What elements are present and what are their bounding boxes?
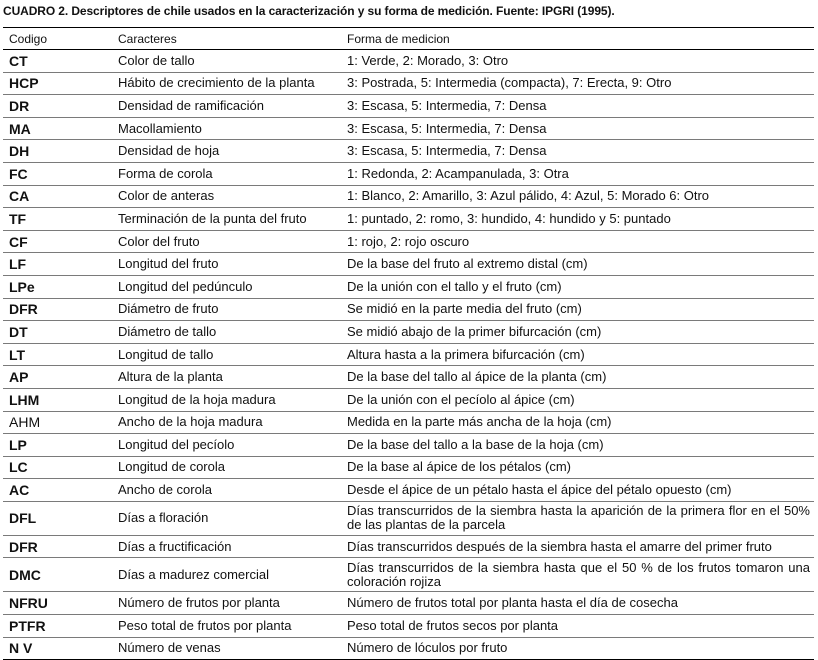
table-row	[3, 208, 814, 231]
table-row	[3, 117, 814, 140]
row-character: Días a madurez comercial	[112, 558, 341, 592]
table-row	[3, 162, 814, 185]
row-character: Días a fructificación	[112, 535, 341, 558]
row-method: Desde el ápice de un pétalo hasta el ápice del pétalo opuesto (cm)	[341, 479, 814, 502]
row-code: PTFR	[3, 615, 112, 638]
row-code: TF	[3, 208, 112, 231]
row-character: Diámetro de tallo	[112, 321, 341, 344]
row-method: Número de frutos total por planta hasta el día de cosecha	[341, 592, 814, 615]
row-character: Hábito de crecimiento de la planta	[112, 72, 341, 95]
table-row	[3, 637, 814, 660]
row-method: De la unión con el pecíolo al ápice (cm)	[341, 388, 814, 411]
row-code: DFR	[3, 535, 112, 558]
row-character: Macollamiento	[112, 117, 341, 140]
row-code: AC	[3, 479, 112, 502]
row-method: 3: Postrada, 5: Intermedia (compacta), 7: Erecta, 9: Otro	[341, 72, 814, 95]
descriptor-table	[3, 27, 814, 660]
row-character: Longitud del pedúnculo	[112, 275, 341, 298]
row-method: 1: puntado, 2: romo, 3: hundido, 4: hundido y 5: puntado	[341, 208, 814, 231]
table-row	[3, 95, 814, 118]
row-method: Días transcurridos después de la siembra hasta el amarre del primer fruto	[341, 535, 814, 558]
row-method: De la base del tallo a la base de la hoja (cm)	[341, 434, 814, 457]
row-method: Número de lóculos por fruto	[341, 637, 814, 660]
row-character: Número de frutos por planta	[112, 592, 341, 615]
table-row	[3, 558, 814, 592]
row-code: DT	[3, 321, 112, 344]
table-row	[3, 140, 814, 163]
header-code: Codigo	[3, 28, 112, 50]
table-row	[3, 50, 814, 73]
row-method: 3: Escasa, 5: Intermedia, 7: Densa	[341, 117, 814, 140]
row-code: LC	[3, 456, 112, 479]
row-method: De la base del tallo al ápice de la planta (cm)	[341, 366, 814, 389]
table-row	[3, 434, 814, 457]
row-code: DH	[3, 140, 112, 163]
table-row	[3, 72, 814, 95]
row-code: CF	[3, 230, 112, 253]
table-row	[3, 479, 814, 502]
table-row	[3, 253, 814, 276]
row-code: NFRU	[3, 592, 112, 615]
table-row	[3, 321, 814, 344]
row-code: AP	[3, 366, 112, 389]
row-character: Días a floración	[112, 501, 341, 535]
row-character: Color del fruto	[112, 230, 341, 253]
row-code: DR	[3, 95, 112, 118]
row-character: Longitud del fruto	[112, 253, 341, 276]
table-row	[3, 456, 814, 479]
table-row	[3, 615, 814, 638]
table-row	[3, 298, 814, 321]
row-method: Se midió en la parte media del fruto (cm)	[341, 298, 814, 321]
row-code: LP	[3, 434, 112, 457]
row-code: HCP	[3, 72, 112, 95]
row-character: Color de anteras	[112, 185, 341, 208]
table-row	[3, 275, 814, 298]
row-method: 3: Escasa, 5: Intermedia, 7: Densa	[341, 140, 814, 163]
row-character: Número de venas	[112, 637, 341, 660]
row-character: Terminación de la punta del fruto	[112, 208, 341, 231]
row-code: CT	[3, 50, 112, 73]
row-method: 1: rojo, 2: rojo oscuro	[341, 230, 814, 253]
row-character: Longitud de la hoja madura	[112, 388, 341, 411]
row-character: Longitud del pecíolo	[112, 434, 341, 457]
row-character: Densidad de ramificación	[112, 95, 341, 118]
row-character: Longitud de corola	[112, 456, 341, 479]
row-code: LHM	[3, 388, 112, 411]
header-character: Caracteres	[112, 28, 341, 50]
table-header-row	[3, 28, 814, 50]
row-code: LT	[3, 343, 112, 366]
row-method: 3: Escasa, 5: Intermedia, 7: Densa	[341, 95, 814, 118]
table-row	[3, 343, 814, 366]
row-code: LF	[3, 253, 112, 276]
row-method: Días transcurridos de la siembra hasta que el 50 % de los frutos tomaron una coloración rojiza	[341, 558, 814, 592]
row-method: Peso total de frutos secos por planta	[341, 615, 814, 638]
row-character: Peso total de frutos por planta	[112, 615, 341, 638]
table-row	[3, 388, 814, 411]
row-method: 1: Blanco, 2: Amarillo, 3: Azul pálido, 4: Azul, 5: Morado 6: Otro	[341, 185, 814, 208]
row-code: FC	[3, 162, 112, 185]
row-code: CA	[3, 185, 112, 208]
row-method: Altura hasta a la primera bifurcación (cm)	[341, 343, 814, 366]
row-code: N V	[3, 637, 112, 660]
caption-text: Descriptores de chile usados en la caracterización y su forma de medición. Fuente: IPGRI (1995).	[71, 4, 615, 18]
row-method: Se midió abajo de la primer bifurcación (cm)	[341, 321, 814, 344]
row-character: Altura de la planta	[112, 366, 341, 389]
table-row	[3, 411, 814, 434]
row-method: De la unión con el tallo y el fruto (cm)	[341, 275, 814, 298]
table-caption	[3, 4, 615, 18]
row-character: Forma de corola	[112, 162, 341, 185]
row-method: De la base al ápice de los pétalos (cm)	[341, 456, 814, 479]
row-code: MA	[3, 117, 112, 140]
table-row	[3, 185, 814, 208]
row-character: Longitud de tallo	[112, 343, 341, 366]
table-row	[3, 592, 814, 615]
row-method: 1: Redonda, 2: Acampanulada, 3: Otra	[341, 162, 814, 185]
row-character: Ancho de la hoja madura	[112, 411, 341, 434]
row-method: 1: Verde, 2: Morado, 3: Otro	[341, 50, 814, 73]
row-character: Diámetro de fruto	[112, 298, 341, 321]
table-row	[3, 535, 814, 558]
header-method: Forma de medicion	[341, 28, 814, 50]
table-row	[3, 501, 814, 535]
row-code: LPe	[3, 275, 112, 298]
table-row	[3, 366, 814, 389]
row-character: Ancho de corola	[112, 479, 341, 502]
row-code: DFL	[3, 501, 112, 535]
row-method: Medida en la parte más ancha de la hoja (cm)	[341, 411, 814, 434]
row-code: DMC	[3, 558, 112, 592]
row-method: Días transcurridos de la siembra hasta la aparición de la primera flor en el 50% de las plantas de la parcela	[341, 501, 814, 535]
caption-prefix: CUADRO 2.	[3, 4, 69, 18]
row-code: AHM	[3, 411, 112, 434]
row-method: De la base del fruto al extremo distal (cm)	[341, 253, 814, 276]
row-character: Densidad de hoja	[112, 140, 341, 163]
row-character: Color de tallo	[112, 50, 341, 73]
row-code: DFR	[3, 298, 112, 321]
table-row	[3, 230, 814, 253]
